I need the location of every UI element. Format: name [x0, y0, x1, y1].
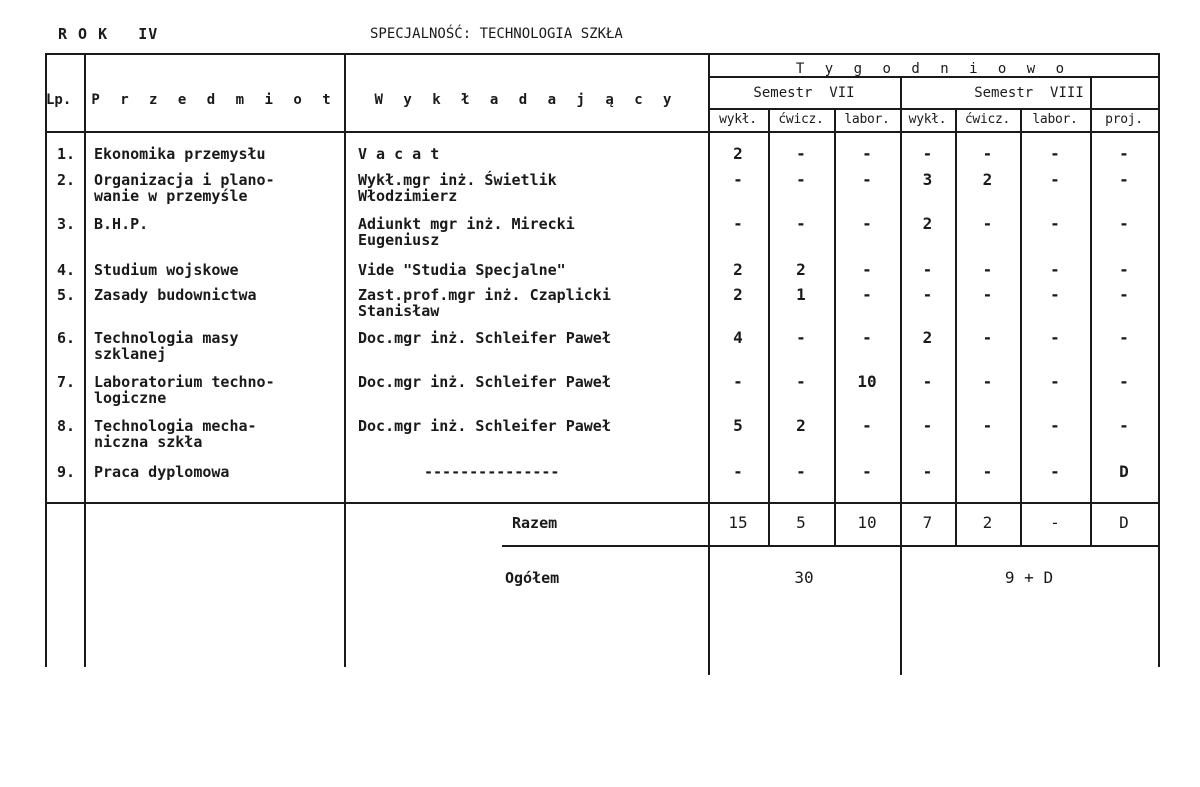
- lecturer-name: Doc.mgr inż. Schleifer Paweł: [358, 329, 611, 347]
- hours-cell: -: [982, 372, 993, 391]
- hours-cell: -: [1050, 170, 1060, 189]
- hours-cell: 1: [796, 285, 806, 304]
- tygodniowo-header: T y g o d n i o w o: [795, 61, 1071, 77]
- row-number: 5.: [57, 286, 76, 304]
- razem-value: 2: [982, 513, 993, 532]
- razem-value: 10: [857, 513, 877, 532]
- hours-cell: 2: [982, 170, 993, 189]
- lecturer-name: Wykł.mgr inż. Świetlik: [358, 171, 557, 189]
- col-wykladajacy-header: W y k ł a d a j ą c y: [374, 92, 678, 108]
- table-rule: [45, 53, 1158, 55]
- hours-cell: -: [1050, 462, 1060, 481]
- hours-cell: -: [982, 462, 993, 481]
- hours-cell: -: [1119, 170, 1129, 189]
- table-rule: [45, 53, 47, 667]
- hours-cell: -: [733, 372, 743, 391]
- hours-cell: -: [796, 328, 806, 347]
- hours-cell: 2: [733, 144, 743, 163]
- lecturer-name: Doc.mgr inż. Schleifer Paweł: [358, 417, 611, 435]
- sub-header-5: labor.: [1032, 112, 1078, 127]
- hours-cell: -: [862, 260, 872, 279]
- hours-cell: -: [862, 462, 872, 481]
- ogolem-label: Ogółem: [505, 569, 560, 587]
- lecturer-name: Zast.prof.mgr inż. Czaplicki: [358, 286, 611, 304]
- subject-name: Technologia mecha-: [94, 417, 257, 435]
- hours-cell: -: [862, 170, 872, 189]
- hours-cell: 2: [733, 285, 743, 304]
- ogolem-sem8-value: 9 + D: [1004, 568, 1054, 587]
- hours-cell: -: [1050, 214, 1060, 233]
- hours-cell: 5: [733, 416, 743, 435]
- hours-cell: -: [862, 214, 872, 233]
- hours-cell: D: [1119, 462, 1129, 481]
- subject-name: B.H.P.: [94, 215, 149, 233]
- hours-cell: -: [733, 214, 743, 233]
- row-number: 4.: [57, 261, 76, 279]
- razem-value: D: [1119, 513, 1129, 532]
- razem-value: -: [1050, 513, 1060, 532]
- razem-value: 5: [796, 513, 806, 532]
- hours-cell: -: [1119, 416, 1129, 435]
- lecturer-name: V a c a t: [358, 145, 440, 163]
- sub-header-0: wykł.: [719, 112, 757, 127]
- lecturer-name: Włodzimierz: [358, 187, 458, 205]
- hours-cell: -: [733, 170, 743, 189]
- hours-cell: -: [982, 285, 993, 304]
- subject-name: szklanej: [94, 345, 167, 363]
- hours-cell: 4: [733, 328, 743, 347]
- table-rule: [1158, 53, 1160, 667]
- hours-cell: -: [796, 462, 806, 481]
- hours-cell: -: [862, 285, 872, 304]
- hours-cell: -: [862, 328, 872, 347]
- subject-name: Organizacja i plano-: [94, 171, 275, 189]
- table-rule: [45, 131, 1158, 133]
- subject-name: Zasady budownictwa: [94, 286, 257, 304]
- table-rule: [45, 502, 1158, 504]
- hours-cell: -: [922, 260, 933, 279]
- hours-cell: -: [1050, 372, 1060, 391]
- hours-cell: -: [982, 260, 993, 279]
- hours-cell: 10: [857, 372, 877, 391]
- row-number: 9.: [57, 463, 76, 481]
- hours-cell: 2: [796, 260, 806, 279]
- hours-cell: -: [796, 144, 806, 163]
- hours-cell: -: [982, 144, 993, 163]
- sub-header-4: ćwicz.: [964, 112, 1011, 127]
- semester-7-header: Semestr VII: [753, 85, 855, 101]
- hours-cell: -: [922, 372, 933, 391]
- semester-8-header: Semestr VIII: [974, 85, 1084, 101]
- hours-cell: -: [1050, 144, 1060, 163]
- razem-value: 7: [922, 513, 933, 532]
- subject-name: wanie w przemyśle: [94, 187, 248, 205]
- lecturer-name: ---------------: [424, 463, 560, 481]
- lecturer-name: Vide "Studia Specjalne": [358, 261, 566, 279]
- hours-cell: -: [922, 416, 933, 435]
- hours-cell: -: [1119, 372, 1129, 391]
- row-number: 7.: [57, 373, 76, 391]
- hours-cell: -: [1119, 260, 1129, 279]
- row-number: 6.: [57, 329, 76, 347]
- hours-cell: -: [796, 170, 806, 189]
- sub-header-2: labor.: [844, 112, 890, 127]
- subject-name: logiczne: [94, 389, 167, 407]
- hours-cell: 3: [922, 170, 933, 189]
- hours-cell: -: [922, 462, 933, 481]
- hours-cell: -: [1119, 144, 1129, 163]
- hours-cell: -: [982, 416, 993, 435]
- specialty-label: SPECJALNOŚĆ: TECHNOLOGIA SZKŁA: [370, 26, 623, 42]
- subject-name: Technologia masy: [94, 329, 239, 347]
- lecturer-name: Stanisław: [358, 302, 440, 320]
- hours-cell: 2: [922, 214, 933, 233]
- ogolem-sem7-value: 30: [794, 568, 814, 587]
- row-number: 1.: [57, 145, 76, 163]
- razem-value: 15: [728, 513, 748, 532]
- sub-header-3: wykł.: [908, 112, 947, 127]
- subject-name: Praca dyplomowa: [94, 463, 230, 481]
- row-number: 8.: [57, 417, 76, 435]
- subject-name: Studium wojskowe: [94, 261, 239, 279]
- hours-cell: -: [796, 214, 806, 233]
- year-label: R O K IV: [58, 25, 159, 43]
- hours-cell: -: [1119, 214, 1129, 233]
- hours-cell: -: [1050, 285, 1060, 304]
- hours-cell: -: [1050, 416, 1060, 435]
- subject-name: Ekonomika przemysłu: [94, 145, 266, 163]
- lecturer-name: Eugeniusz: [358, 231, 440, 249]
- hours-cell: -: [922, 285, 933, 304]
- hours-cell: 2: [796, 416, 806, 435]
- hours-cell: -: [982, 328, 993, 347]
- hours-cell: -: [982, 214, 993, 233]
- sub-header-1: ćwicz.: [778, 112, 824, 127]
- col-przedmiot-header: P r z e d m i o t: [91, 92, 337, 108]
- col-lp-header: Lp.: [46, 92, 72, 108]
- row-number: 3.: [57, 215, 76, 233]
- row-number: 2.: [57, 171, 76, 189]
- subject-name: Laboratorium techno-: [94, 373, 275, 391]
- hours-cell: 2: [922, 328, 933, 347]
- razem-label: Razem: [512, 514, 558, 532]
- lecturer-name: Adiunkt mgr inż. Mirecki: [358, 215, 575, 233]
- table-rule: [502, 545, 1158, 547]
- subject-name: niczna szkła: [94, 433, 203, 451]
- hours-cell: -: [1119, 285, 1129, 304]
- table-rule: [344, 53, 346, 667]
- hours-cell: -: [1050, 260, 1060, 279]
- table-rule: [84, 53, 86, 667]
- hours-cell: -: [733, 462, 743, 481]
- hours-cell: -: [862, 416, 872, 435]
- lecturer-name: Doc.mgr inż. Schleifer Paweł: [358, 373, 611, 391]
- hours-cell: -: [1119, 328, 1129, 347]
- sub-header-6: proj.: [1105, 112, 1143, 127]
- hours-cell: -: [1050, 328, 1060, 347]
- hours-cell: 2: [733, 260, 743, 279]
- hours-cell: -: [796, 372, 806, 391]
- hours-cell: -: [922, 144, 933, 163]
- hours-cell: -: [862, 144, 872, 163]
